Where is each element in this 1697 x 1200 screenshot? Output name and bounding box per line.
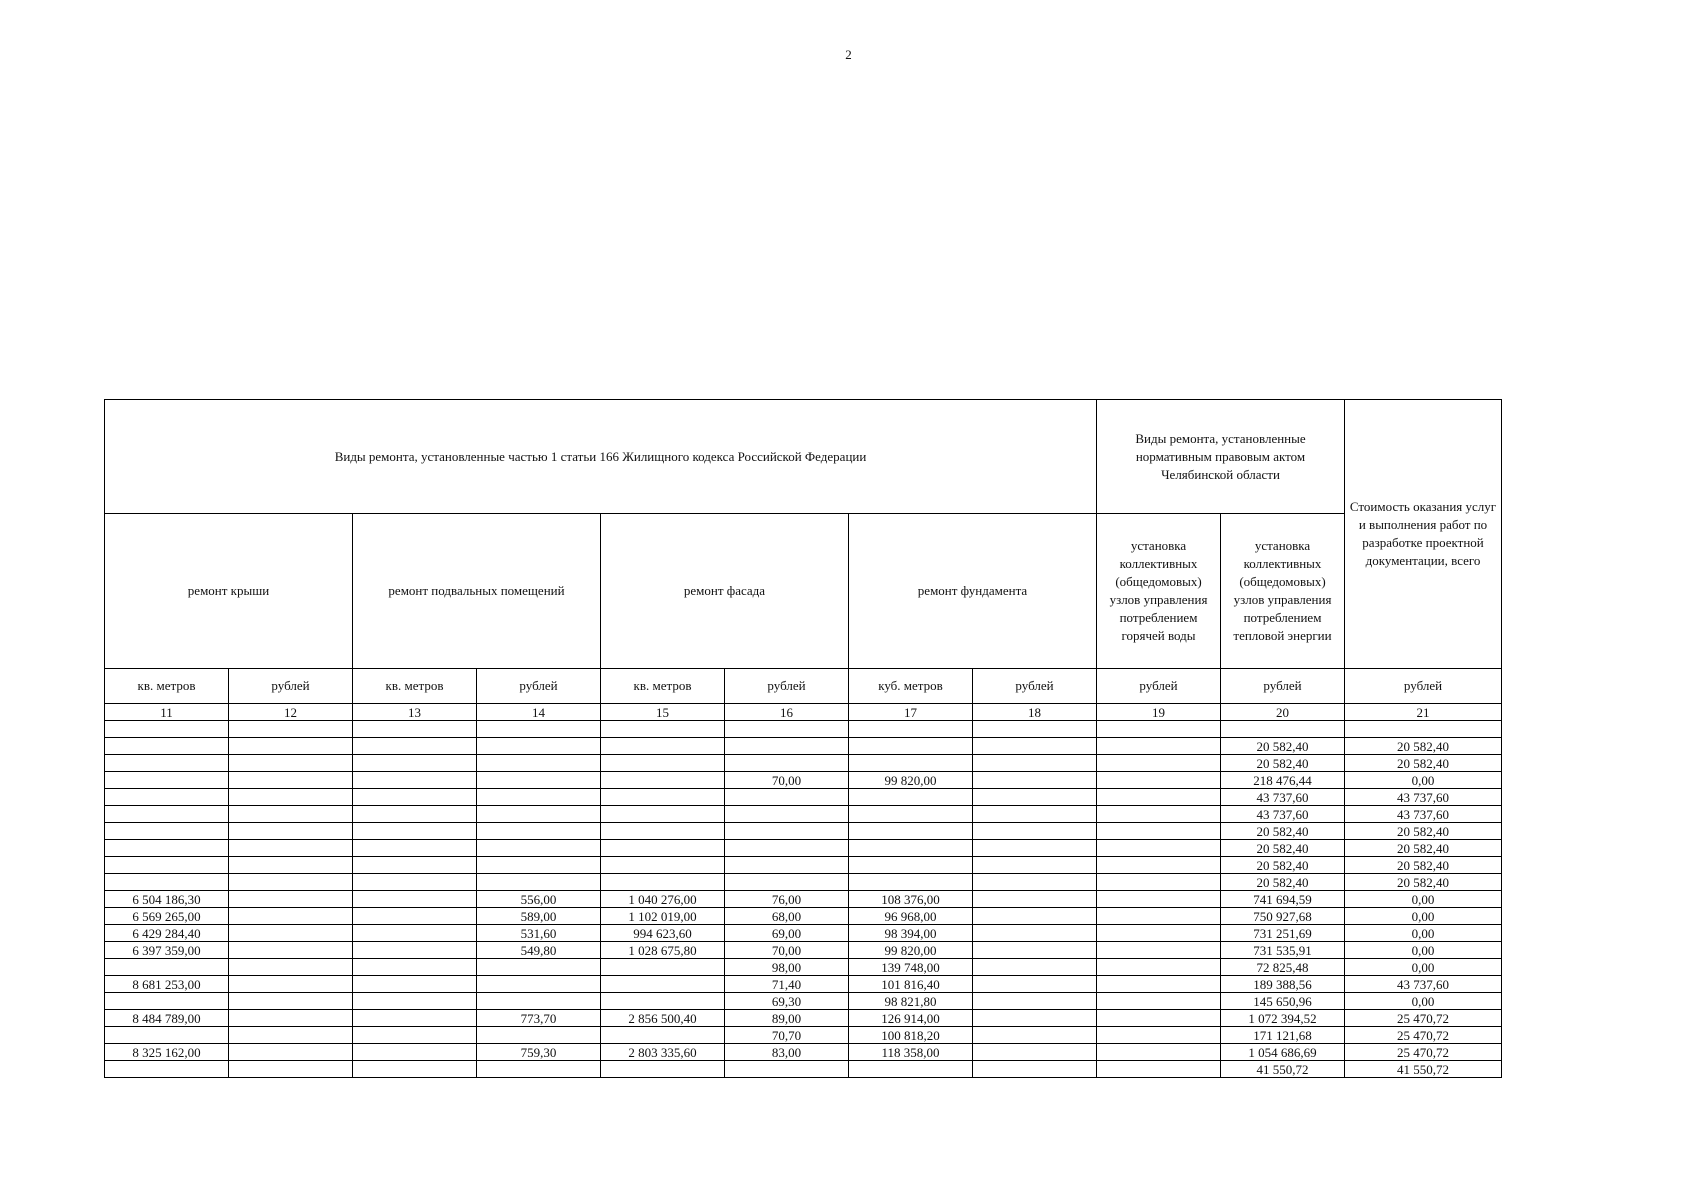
table-row [105, 925, 1502, 942]
table-row [105, 738, 1502, 755]
table-cell [1097, 891, 1221, 908]
column-number: 16 [725, 704, 849, 721]
header-foundation-repair: ремонт фундамента [849, 514, 1097, 669]
table-cell [229, 1010, 353, 1027]
table-cell [973, 1010, 1097, 1027]
table-cell: 20 582,40 [1345, 738, 1502, 755]
table-row [105, 976, 1502, 993]
table-cell [601, 976, 725, 993]
table-cell: 218 476,44 [1221, 772, 1345, 789]
table-cell: 96 968,00 [849, 908, 973, 925]
table-cell [1345, 721, 1502, 738]
table-cell [973, 857, 1097, 874]
header-row-groups [105, 400, 1502, 514]
table-cell [229, 857, 353, 874]
table-cell: 589,00 [477, 908, 601, 925]
table-cell [725, 840, 849, 857]
table-cell [973, 1061, 1097, 1078]
table-cell [849, 789, 973, 806]
table-cell: 0,00 [1345, 772, 1502, 789]
table-cell [353, 857, 477, 874]
table-cell [1097, 1010, 1221, 1027]
table-cell: 99 820,00 [849, 942, 973, 959]
table-row [105, 1044, 1502, 1061]
table-cell: 43 737,60 [1221, 789, 1345, 806]
table-cell [353, 908, 477, 925]
table-row [105, 1010, 1502, 1027]
table-cell [849, 1061, 973, 1078]
table-cell [353, 721, 477, 738]
table-cell: 20 582,40 [1221, 857, 1345, 874]
table-cell [849, 840, 973, 857]
table-cell: 1 102 019,00 [601, 908, 725, 925]
table-cell [477, 976, 601, 993]
table-cell: 20 582,40 [1345, 874, 1502, 891]
table-cell [1097, 925, 1221, 942]
table-cell [849, 857, 973, 874]
table-cell: 41 550,72 [1345, 1061, 1502, 1078]
table-cell [601, 806, 725, 823]
table-cell [229, 738, 353, 755]
table-row [105, 1061, 1502, 1078]
table-cell [1097, 874, 1221, 891]
table-cell: 98 394,00 [849, 925, 973, 942]
table-cell: 2 803 335,60 [601, 1044, 725, 1061]
table-cell: 994 623,60 [601, 925, 725, 942]
table-cell: 8 681 253,00 [105, 976, 229, 993]
table-cell: 8 325 162,00 [105, 1044, 229, 1061]
table-cell: 118 358,00 [849, 1044, 973, 1061]
table-cell [477, 993, 601, 1010]
table-cell [477, 721, 601, 738]
table-cell: 1 040 276,00 [601, 891, 725, 908]
table-cell: 100 818,20 [849, 1027, 973, 1044]
unit-header: кв. метров [601, 669, 725, 704]
table-cell [1097, 857, 1221, 874]
table-row [105, 755, 1502, 772]
table-cell: 0,00 [1345, 942, 1502, 959]
table-cell [601, 789, 725, 806]
header-hot-water-meters: установка коллективных (общедомовых) узлов управления потреблением горячей воды [1097, 514, 1221, 669]
column-number: 19 [1097, 704, 1221, 721]
table-row [105, 1027, 1502, 1044]
table-cell: 189 388,56 [1221, 976, 1345, 993]
table-cell [105, 721, 229, 738]
header-row-repair-types [105, 514, 1502, 669]
table-cell: 1 054 686,69 [1221, 1044, 1345, 1061]
table-cell [973, 806, 1097, 823]
table-cell [353, 959, 477, 976]
table-cell [105, 806, 229, 823]
unit-header: рублей [1345, 669, 1502, 704]
table-cell: 6 397 359,00 [105, 942, 229, 959]
table-row [105, 908, 1502, 925]
table-cell: 20 582,40 [1221, 755, 1345, 772]
header-facade-repair: ремонт фасада [601, 514, 849, 669]
table-row [105, 942, 1502, 959]
unit-header: рублей [725, 669, 849, 704]
table-cell [973, 1027, 1097, 1044]
table-cell [477, 738, 601, 755]
table-cell [229, 976, 353, 993]
table-cell: 108 376,00 [849, 891, 973, 908]
table-cell [1097, 993, 1221, 1010]
table-cell: 41 550,72 [1221, 1061, 1345, 1078]
table-cell [105, 738, 229, 755]
table-cell [725, 823, 849, 840]
table-cell [353, 891, 477, 908]
table-cell: 0,00 [1345, 925, 1502, 942]
table-cell [1097, 840, 1221, 857]
table-cell [849, 738, 973, 755]
table-cell: 101 816,40 [849, 976, 973, 993]
table-cell [973, 840, 1097, 857]
table-cell [973, 874, 1097, 891]
table-cell [1097, 942, 1221, 959]
table-cell [229, 823, 353, 840]
table-cell: 6 569 265,00 [105, 908, 229, 925]
table-cell [601, 1027, 725, 1044]
unit-header: рублей [229, 669, 353, 704]
table-cell [229, 993, 353, 1010]
table-cell [725, 874, 849, 891]
table-cell [229, 755, 353, 772]
table-cell [973, 908, 1097, 925]
table-cell [353, 925, 477, 942]
table-cell [601, 755, 725, 772]
table-cell [477, 1027, 601, 1044]
column-number: 14 [477, 704, 601, 721]
table-row [105, 721, 1502, 738]
table-cell: 83,00 [725, 1044, 849, 1061]
table-cell [1097, 721, 1221, 738]
table-cell [1097, 772, 1221, 789]
table-cell [229, 1027, 353, 1044]
table-cell [229, 772, 353, 789]
table-cell [601, 874, 725, 891]
unit-header: рублей [1097, 669, 1221, 704]
table-cell [601, 993, 725, 1010]
table-cell [105, 789, 229, 806]
header-regional-repairs: Виды ремонта, установленные нормативным правовым актом Челябинской области [1097, 400, 1345, 514]
table-cell [1097, 755, 1221, 772]
table-cell: 139 748,00 [849, 959, 973, 976]
table-cell [353, 772, 477, 789]
table-cell: 20 582,40 [1345, 840, 1502, 857]
table-cell [601, 772, 725, 789]
header-basement-repair: ремонт подвальных помещений [353, 514, 601, 669]
header-row-units [105, 669, 1502, 704]
table-cell: 69,30 [725, 993, 849, 1010]
table-cell [973, 755, 1097, 772]
table-cell: 731 251,69 [1221, 925, 1345, 942]
table-cell [477, 857, 601, 874]
table-cell [229, 908, 353, 925]
table-cell: 70,00 [725, 772, 849, 789]
table-cell: 43 737,60 [1345, 806, 1502, 823]
unit-header: рублей [1221, 669, 1345, 704]
table-cell: 0,00 [1345, 959, 1502, 976]
table-cell: 20 582,40 [1345, 857, 1502, 874]
table-cell: 1 072 394,52 [1221, 1010, 1345, 1027]
table-cell [725, 721, 849, 738]
table-row [105, 823, 1502, 840]
column-number: 13 [353, 704, 477, 721]
table-cell: 731 535,91 [1221, 942, 1345, 959]
table-row [105, 891, 1502, 908]
header-federal-repairs: Виды ремонта, установленные частью 1 статьи 166 Жилищного кодекса Российской Федерации [105, 400, 1097, 514]
table-cell [973, 976, 1097, 993]
table-row [105, 874, 1502, 891]
table-cell [477, 874, 601, 891]
table-cell [1221, 721, 1345, 738]
table-cell: 0,00 [1345, 993, 1502, 1010]
table-cell: 2 856 500,40 [601, 1010, 725, 1027]
unit-header: рублей [973, 669, 1097, 704]
table-cell [1097, 806, 1221, 823]
table-row [105, 993, 1502, 1010]
column-number: 15 [601, 704, 725, 721]
table-cell [849, 874, 973, 891]
table-row [105, 772, 1502, 789]
table-cell [229, 1044, 353, 1061]
table-cell [353, 993, 477, 1010]
table-cell: 43 737,60 [1221, 806, 1345, 823]
table-cell: 69,00 [725, 925, 849, 942]
table-cell [601, 823, 725, 840]
table-cell [105, 772, 229, 789]
table-cell [1097, 1044, 1221, 1061]
table-cell [1097, 823, 1221, 840]
table-cell [353, 823, 477, 840]
table-cell: 43 737,60 [1345, 789, 1502, 806]
table-cell: 0,00 [1345, 891, 1502, 908]
table-cell [105, 993, 229, 1010]
header-design-cost: Стоимость оказания услуг и выполнения работ по разработке проектной документации, всего [1345, 400, 1502, 669]
table-cell [353, 1044, 477, 1061]
table-cell [973, 891, 1097, 908]
header-row-column-numbers [105, 704, 1502, 721]
table-cell [849, 721, 973, 738]
table-cell [477, 755, 601, 772]
table-cell [601, 721, 725, 738]
table-cell [353, 840, 477, 857]
table-cell [353, 942, 477, 959]
table-cell [353, 738, 477, 755]
table-cell: 25 470,72 [1345, 1044, 1502, 1061]
table-cell [725, 755, 849, 772]
unit-header: кв. метров [353, 669, 477, 704]
table-cell: 20 582,40 [1221, 840, 1345, 857]
table-cell [601, 959, 725, 976]
table-cell [477, 959, 601, 976]
table-cell [229, 942, 353, 959]
table-cell: 76,00 [725, 891, 849, 908]
table-cell [353, 874, 477, 891]
table-cell: 20 582,40 [1221, 823, 1345, 840]
table-cell: 6 429 284,40 [105, 925, 229, 942]
table-cell: 98,00 [725, 959, 849, 976]
table-cell [229, 891, 353, 908]
table-cell: 20 582,40 [1345, 755, 1502, 772]
table-cell: 89,00 [725, 1010, 849, 1027]
table-cell [601, 840, 725, 857]
table-cell [105, 823, 229, 840]
table-cell: 25 470,72 [1345, 1027, 1502, 1044]
table-cell: 6 504 186,30 [105, 891, 229, 908]
table-cell [725, 806, 849, 823]
table-cell [353, 789, 477, 806]
table-cell [601, 1061, 725, 1078]
column-number: 20 [1221, 704, 1345, 721]
table-cell: 20 582,40 [1345, 823, 1502, 840]
unit-header: кв. метров [105, 669, 229, 704]
table-cell: 43 737,60 [1345, 976, 1502, 993]
table-cell [229, 789, 353, 806]
table-cell [353, 755, 477, 772]
table-cell: 171 121,68 [1221, 1027, 1345, 1044]
table-cell [477, 789, 601, 806]
table-row [105, 959, 1502, 976]
table-cell [105, 959, 229, 976]
table-cell [973, 993, 1097, 1010]
table-cell [973, 772, 1097, 789]
table-cell [849, 823, 973, 840]
table-cell [229, 925, 353, 942]
column-number: 17 [849, 704, 973, 721]
page-number: 2 [845, 47, 852, 62]
repair-table [104, 399, 1502, 1078]
table-cell [105, 857, 229, 874]
column-number: 21 [1345, 704, 1502, 721]
table-cell: 0,00 [1345, 908, 1502, 925]
table-cell [1097, 908, 1221, 925]
table-cell [353, 1010, 477, 1027]
table-cell [725, 857, 849, 874]
table-cell [973, 1044, 1097, 1061]
table-cell [973, 721, 1097, 738]
table-cell: 531,60 [477, 925, 601, 942]
table-row [105, 789, 1502, 806]
table-row [105, 840, 1502, 857]
table-cell [1097, 1061, 1221, 1078]
table-cell [973, 959, 1097, 976]
table-cell: 549,80 [477, 942, 601, 959]
header-heat-meters: установка коллективных (общедомовых) узлов управления потреблением тепловой энергии [1221, 514, 1345, 669]
table-cell [973, 942, 1097, 959]
column-number: 11 [105, 704, 229, 721]
table-cell [477, 806, 601, 823]
table-cell [229, 1061, 353, 1078]
table-cell [229, 874, 353, 891]
table-cell: 759,30 [477, 1044, 601, 1061]
table-cell: 556,00 [477, 891, 601, 908]
table-row [105, 857, 1502, 874]
table-cell [105, 874, 229, 891]
table-cell: 773,70 [477, 1010, 601, 1027]
table-cell: 68,00 [725, 908, 849, 925]
table-cell [973, 925, 1097, 942]
table-cell [725, 738, 849, 755]
table-cell [1097, 738, 1221, 755]
table-cell [1097, 1027, 1221, 1044]
table-cell [477, 840, 601, 857]
table-cell: 71,40 [725, 976, 849, 993]
table-cell [849, 755, 973, 772]
table-cell [229, 840, 353, 857]
table-cell [353, 976, 477, 993]
table-cell [353, 1027, 477, 1044]
table-cell [1097, 976, 1221, 993]
table-cell [105, 1027, 229, 1044]
table-cell: 20 582,40 [1221, 738, 1345, 755]
table-cell: 126 914,00 [849, 1010, 973, 1027]
table-cell [105, 840, 229, 857]
table-cell [601, 738, 725, 755]
table-cell: 70,70 [725, 1027, 849, 1044]
table-cell [973, 789, 1097, 806]
table-cell: 741 694,59 [1221, 891, 1345, 908]
table-cell [229, 959, 353, 976]
table-row [105, 806, 1502, 823]
table-cell [477, 772, 601, 789]
table-cell [849, 806, 973, 823]
table-cell [229, 806, 353, 823]
table-cell [105, 755, 229, 772]
table-cell [1097, 959, 1221, 976]
table-cell [229, 721, 353, 738]
table-cell [1097, 789, 1221, 806]
table-cell [973, 738, 1097, 755]
table-cell [353, 1061, 477, 1078]
table-cell: 145 650,96 [1221, 993, 1345, 1010]
column-number: 18 [973, 704, 1097, 721]
table-cell: 8 484 789,00 [105, 1010, 229, 1027]
table-cell [725, 1061, 849, 1078]
table-cell: 20 582,40 [1221, 874, 1345, 891]
table-cell [973, 823, 1097, 840]
unit-header: куб. метров [849, 669, 973, 704]
table-cell: 25 470,72 [1345, 1010, 1502, 1027]
table-cell: 70,00 [725, 942, 849, 959]
table-cell: 72 825,48 [1221, 959, 1345, 976]
unit-header: рублей [477, 669, 601, 704]
table-cell: 99 820,00 [849, 772, 973, 789]
table-cell [725, 789, 849, 806]
table-cell [477, 1061, 601, 1078]
table-cell [353, 806, 477, 823]
table-cell: 750 927,68 [1221, 908, 1345, 925]
column-number: 12 [229, 704, 353, 721]
table-cell: 98 821,80 [849, 993, 973, 1010]
table-cell: 1 028 675,80 [601, 942, 725, 959]
header-roof-repair: ремонт крыши [105, 514, 353, 669]
table-cell [477, 823, 601, 840]
table-cell [105, 1061, 229, 1078]
table-cell [601, 857, 725, 874]
